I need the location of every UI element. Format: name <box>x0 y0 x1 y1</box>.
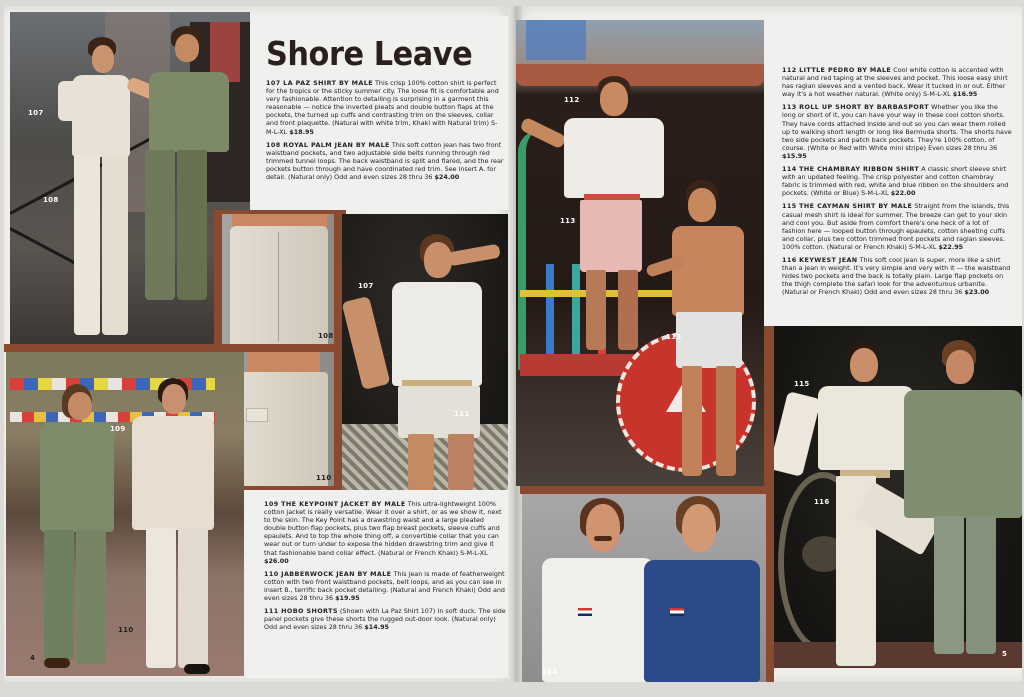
model-110-white <box>126 374 226 674</box>
item-label: 114 <box>542 668 558 676</box>
item-label: 110 <box>316 474 332 482</box>
item-label: 108 <box>43 196 59 204</box>
item-label: 112 <box>564 96 580 104</box>
item-label: 115 <box>794 380 810 388</box>
photo-shorts-111 <box>342 214 512 490</box>
photo-walking-109-110 <box>6 352 244 676</box>
model-114-white <box>534 498 654 682</box>
page-number-left: 4 <box>30 654 35 662</box>
page-number-right: 5 <box>1002 650 1007 658</box>
model-111 <box>352 228 512 490</box>
copy-block-112-116 <box>764 16 1022 326</box>
item-label: 107 <box>28 109 44 117</box>
photo-wheel-115-116 <box>774 326 1022 668</box>
product-entry-113: 113 ROLL UP SHORT BY BARBASPORT Whether you like the long or short of it, you can have your way in these cool cotton shorts. They have cords attached inside and out so you can wear them rolled up to walking short length or long like Bermuda shorts. The shorts have two side pockets and patch back pockets. They're 100% cotton, of course. (White or Red with White mini stripe) Even sizes 28 thru 36 $15.95 <box>782 103 1012 160</box>
model-115-116-khaki <box>904 340 1022 656</box>
photo-shirts-114 <box>522 494 766 682</box>
item-label: 111 <box>454 410 470 418</box>
product-entry-111: 111 HOBO SHORTS (Shown with La Paz Shirt 107) In soft duck. The side panel pockets give these shorts the rugged out-door look. (Natural only) Odd and even sizes 28 thru 36 $14.95 <box>264 607 506 632</box>
item-label: 113 <box>560 217 576 225</box>
item-label: 113 <box>666 333 682 341</box>
item-label: 109 <box>110 425 126 433</box>
product-entry-108: 108 ROYAL PALM JEAN BY MALE This soft cotton jean has two front waistband pockets, and two adjustable side belts running through red trimmed tunnel loops. The back waistband is split and flared, and the rear pockets button through and have coordinated red trim. See insert A. for detail. (Natural only) Odd and even sizes 28 thru 36 $24.00 <box>266 140 504 182</box>
copy-block-109-111 <box>246 490 514 678</box>
item-label: 107 <box>358 282 374 290</box>
photo-wagon-112-113 <box>516 20 764 486</box>
item-label: 110 <box>118 626 134 634</box>
model-113 <box>646 180 764 486</box>
product-entry-110: 110 JABBERWOCK JEAN BY MALE This jean is made of featherweight cotton with two front waistband pockets, belt loops, and as you can see in insert B., terrific back pocket detailing. (Natural and French Khaki) Odd and even sizes 28 thru 36 $19.95 <box>264 569 505 603</box>
product-entry-115: 115 THE CAYMAN SHIRT BY MALE Straight from the islands, this casual mesh shirt is ideal for summer. The breeze can get to your skin and cool you. But aside from comfort there's one heck of a lot of fashion here — looped button through epaulets, cotton sheeting cuffs and collar, plus two cotton trimmed front pockets and raglan sleeves. 100% cotton. (Natural or French Khaki) S-M-L-XL $22.95 <box>782 202 1010 251</box>
product-entry-112: 112 LITTLE PEDRO BY MALE Cool white cotton is accented with natural and red taping at the sleeves and pocket. This loose easy shirt has raglan sleeves and a vented back. Wear it tucked in or out. Either way it's a hot weather natural. (White only) S-M-L-XL $16.95 <box>782 66 1008 99</box>
product-entry-116: 116 KEYWEST JEAN This soft cool jean is super, more like a shirt than a jean in weight. It's very simple and very with it — the waistband hides two pockets and the back is totally plain. Large flap pockets on the thigh complete the safari look for the adventurous urbanite. (Natural or French Khaki) Odd and even sizes 28 thru 36 $23.00 <box>782 255 1011 297</box>
product-entry-107: 107 LA PAZ SHIRT BY MALE This crisp 100% cotton shirt is perfect for the tropics or the sticky summer city. The loose fit is comfortable and very fashionable. Attention to detailing is surprising in a garment this reasonable — notice the inverted pleats and double button flaps at the pockets, the turned up cuffs and contrasting trim on the sleeves, collar and front plaquette. (Natural with white trim, Khaki with Natural trim) S-M-L-XL $18.95 <box>266 79 499 136</box>
copy-block-107-108 <box>250 16 514 210</box>
model-109-green <box>24 382 124 672</box>
product-entry-109: 109 THE KEYPOINT JACKET BY MALE This ultra-lightweight 100% cotton jacket is really versatile. Wear it over a shirt, or as we show it, next to the skin. The Key Point has a drawstring waist and a large pleated double button flap pockets, plus two flap breast pockets, sleeve cuffs and epaulets. And to top the whole thing off, a convertible collar that you can wear out or turn under to expose the hidden drawstring trim and give it that fashionable band collar effect. (Natural or French Khaki) S-M-L-XL $26.00 <box>264 500 502 565</box>
photo-frame <box>4 344 252 352</box>
item-label: 116 <box>814 498 830 506</box>
page-title: Shore Leave <box>266 34 473 73</box>
product-entry-114: 114 THE CHAMBRAY RIBBON SHIRT A classic short sleeve shirt with an updated feeling. The crisp polyester and cotton chambray fabric is trimmed with red, white and blue ribbon on the shoulders and pockets. (White or Blue) S-M-L-XL $22.00 <box>782 165 1009 198</box>
photo-frame <box>520 486 768 494</box>
item-label: 108 <box>318 332 334 340</box>
photo-pants-back-108 <box>222 214 334 344</box>
model-114-blue <box>640 496 764 682</box>
